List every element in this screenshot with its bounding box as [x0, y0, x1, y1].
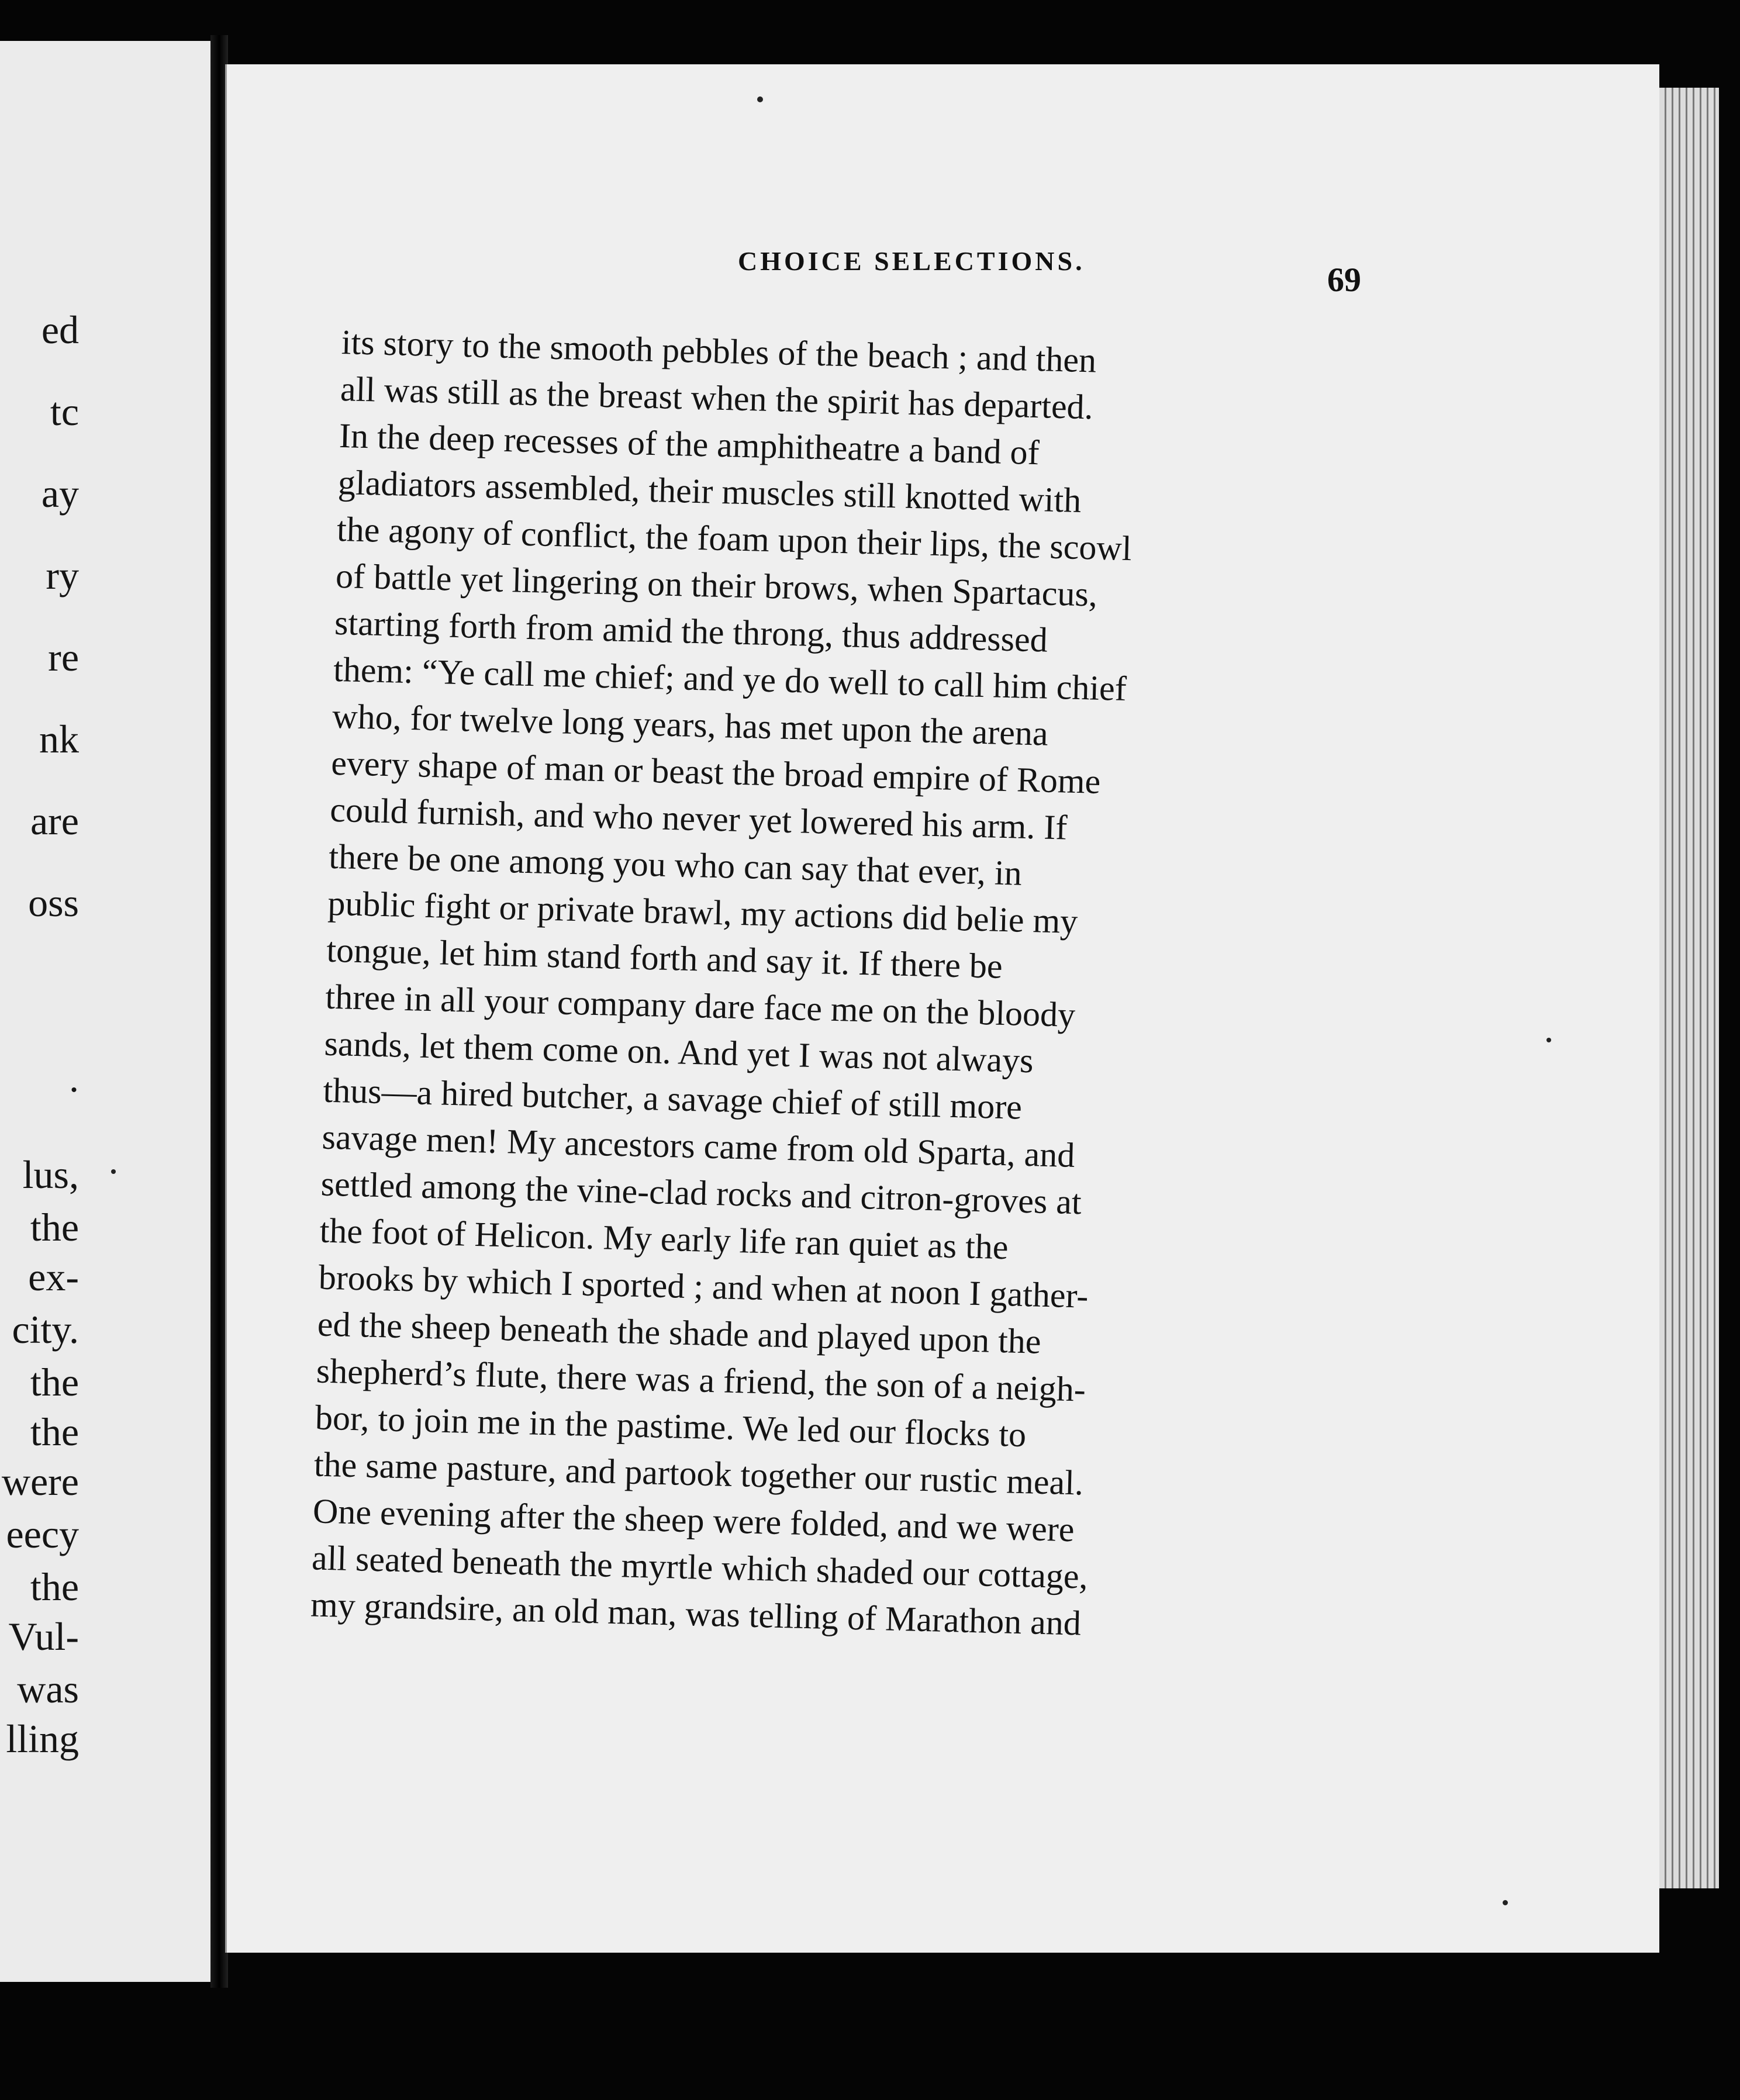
text-line: settled among the vine-clad rocks and citron-groves at — [320, 1164, 1082, 1222]
facing-page-line: the — [30, 1410, 79, 1454]
text-line: my grandsire, an old man, was telling of Marathon and — [310, 1585, 1082, 1643]
running-title: CHOICE SELECTIONS. — [738, 246, 1085, 276]
text-line: the agony of conflict, the foam upon their lips, the scowl — [336, 509, 1133, 568]
text-line: thus—a hired butcher, a savage chief of still more — [322, 1070, 1023, 1127]
facing-page-line: . — [69, 1056, 79, 1100]
text-line: One evening after the sheep were folded, and we were — [312, 1491, 1075, 1549]
text-line: shepherd’s flute, there was a friend, the son of a neigh- — [316, 1351, 1086, 1409]
text-line: public fight or private brawl, my actions did belie my — [327, 883, 1079, 941]
text-line: bor, to join me in the pastime. We led our flocks to — [315, 1398, 1027, 1455]
facing-page-line: Vul- — [8, 1614, 79, 1659]
facing-page-line: ed — [41, 308, 79, 352]
text-line: ed the sheep beneath the shade and played upon the — [317, 1304, 1042, 1361]
facing-page-line: ex- — [28, 1255, 79, 1299]
facing-page-line: are — [30, 799, 79, 843]
text-line: three in all your company dare face me on the bloody — [324, 977, 1076, 1034]
facing-page-line: re — [48, 635, 79, 679]
dust-speck — [1503, 1900, 1508, 1905]
facing-page-line: lling — [6, 1716, 79, 1761]
facing-page-line: the — [30, 1360, 79, 1404]
facing-page-line: city. — [12, 1307, 79, 1352]
text-line: every shape of man or beast the broad empire of Rome — [330, 743, 1102, 801]
text-line: who, for twelve long years, has met upon the arena — [332, 696, 1049, 753]
text-line: tongue, let him stand forth and say it. If there be — [326, 930, 1003, 986]
text-line: brooks by which I sported ; and when at noon I gather- — [318, 1258, 1089, 1315]
text-line: its story to the smooth pebbles of the beach ; and then — [341, 322, 1097, 380]
facing-page-line: ry — [46, 553, 79, 597]
text-line: savage men! My ancestors came from old Sparta, and — [321, 1117, 1076, 1175]
page-number: 69 — [1327, 261, 1361, 299]
text-line: the foot of Helicon. My early life ran quiet as the — [319, 1211, 1009, 1267]
facing-page-line: the — [30, 1205, 79, 1249]
text-line: there be one among you who can say that ever, in — [328, 837, 1023, 893]
text-line: starting forth from amid the throng, thus addressed — [334, 603, 1048, 659]
facing-page-line: lus, — [22, 1152, 79, 1197]
facing-page-line: nk — [39, 717, 79, 761]
dust-speck — [1546, 1038, 1551, 1042]
text-line: all seated beneath the myrtle which shaded our cottage, — [311, 1538, 1089, 1596]
text-line: gladiators assembled, their muscles still knotted with — [337, 462, 1082, 520]
text-line: In the deep recesses of the amphitheatre a band of — [339, 416, 1040, 472]
text-line: sands, let them come on. And yet I was not always — [323, 1024, 1034, 1080]
facing-page — [0, 41, 222, 1982]
facing-page-line: the — [30, 1564, 79, 1609]
dust-speck — [757, 96, 763, 102]
dust-speck — [111, 1169, 116, 1174]
text-line: all was still as the breast when the spirit has departed. — [340, 369, 1094, 427]
text-line: could furnish, and who never yet lowered his arm. If — [329, 790, 1068, 847]
text-line: them: “Ye call me chief; and ye do well to call him chief — [333, 650, 1127, 708]
facing-page-line: tc — [50, 389, 79, 434]
body-text — [310, 319, 1365, 1653]
text-line: the same pasture, and partook together our rustic meal. — [313, 1445, 1084, 1503]
facing-page-line: ay — [41, 471, 79, 516]
text-line: of battle yet lingering on their brows, when Spartacus, — [335, 556, 1098, 614]
facing-page-line: was — [17, 1667, 79, 1711]
facing-page-line: oss — [28, 880, 79, 925]
facing-page-line: eecy — [6, 1512, 79, 1556]
facing-page-line: were — [1, 1459, 79, 1504]
